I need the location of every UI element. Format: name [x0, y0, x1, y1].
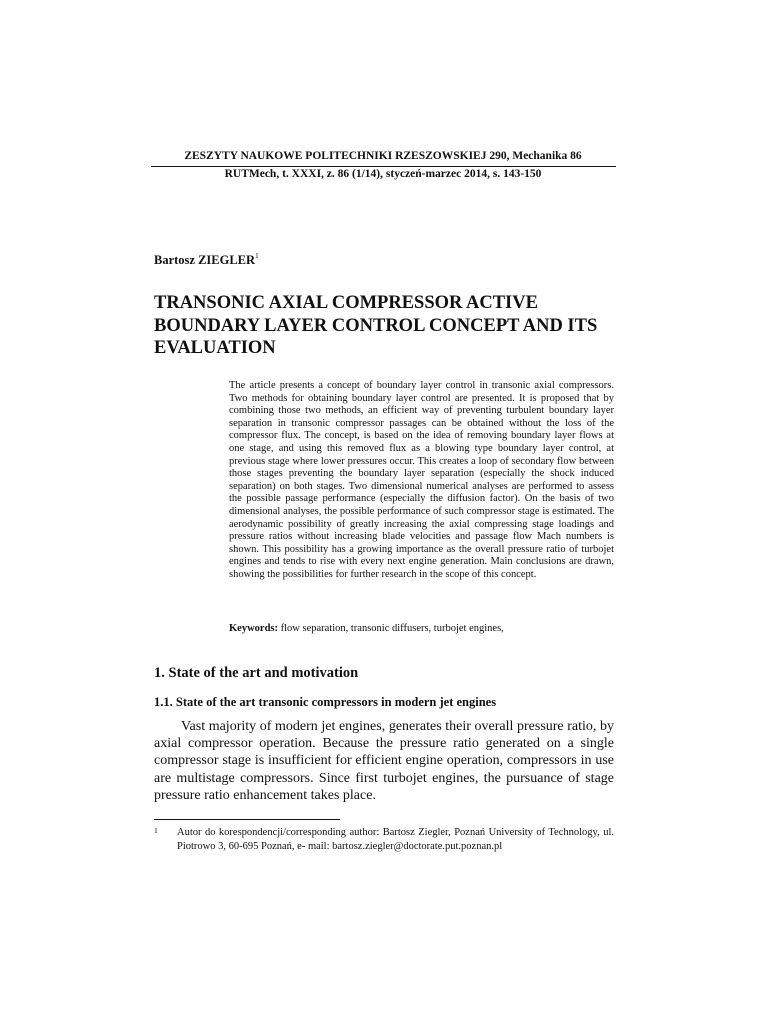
footnote-divider — [154, 819, 340, 820]
author-name: Bartosz ZIEGLER — [154, 253, 256, 268]
author — [154, 253, 259, 268]
footnote-mark: 1 — [154, 826, 158, 835]
body-paragraph: Vast majority of modern jet engines, generates their overall pressure ratio, by axial compressor operation. Because the pressure ratio generated on a single compressor stage is insufficient for efficient engine operation, compressors in use are multistage compressors. Since first turbojet engines, the pursuance of stage pressure ratio enhancement takes place. — [154, 719, 614, 803]
section-heading: 1. State of the art and motivation — [154, 665, 359, 681]
footnote — [154, 826, 614, 854]
journal-header-line2: RUTMech, t. XXXI, z. 86 (1/14), styczeń-marzec 2014, s. 143-150 — [224, 168, 542, 180]
keywords — [229, 623, 504, 634]
abstract: The article presents a concept of boundary layer control in transonic axial compressors. Two methods for obtaining boundary layer control are presented. It is proposed that by combining those two methods, an efficient way of preventing turbulent boundary layer separation in transonic compressor passages can be obtained without the loss of the compressor flux. The concept, is based on the idea of removing boundary layer flows at one stage, and using this removed flux as a blowing type boundary layer control, at previous stage where lower pressures occur. This creates a loop of secondary flow between those stages preventing the boundary layer separation (especially the shock induced separation) on both stages. Two dimensional numerical analyses are performed to assess the possible passage performance (especially the diffusion factor). On the basis of two dimensional analyses, the possible performance of such compressor stage is estimated. The aerodynamic possibility of greatly increasing the axial compressing stage loadings and pressure ratios without increasing blade velocities and passage flow Mach numbers is shown. This possibility has a growing importance as the overall pressure ratio of turbojet engines and tends to rise with every next engine generation. Main conclusions are drawn, showing the possibilities for further research in the scope of this concept. — [229, 380, 614, 580]
subsection-heading: 1.1. State of the art transonic compressors in modern jet engines — [154, 695, 497, 709]
keywords-text: flow separation, transonic diffusers, turbojet engines, — [280, 623, 504, 634]
journal-header-line1: ZESZYTY NAUKOWE POLITECHNIKI RZESZOWSKIEJ 290, Mechanika 86 — [184, 150, 582, 162]
author-footnote-mark: 1 — [255, 252, 259, 260]
header-divider — [151, 166, 616, 167]
footnote-text: Autor do korespondencji/corresponding author: Bartosz Ziegler, Poznań University of Technology, ul. Piotrowo 3, 60-695 Poznań, e- mail: bartosz.ziegler@doctorate.put.poznan.pl — [177, 827, 614, 852]
body-text — [154, 718, 614, 804]
keywords-label: Keywords: — [229, 623, 278, 634]
paper-title: TRANSONIC AXIAL COMPRESSOR ACTIVE BOUNDARY LAYER CONTROL CONCEPT AND ITS EVALUATION — [154, 293, 598, 358]
